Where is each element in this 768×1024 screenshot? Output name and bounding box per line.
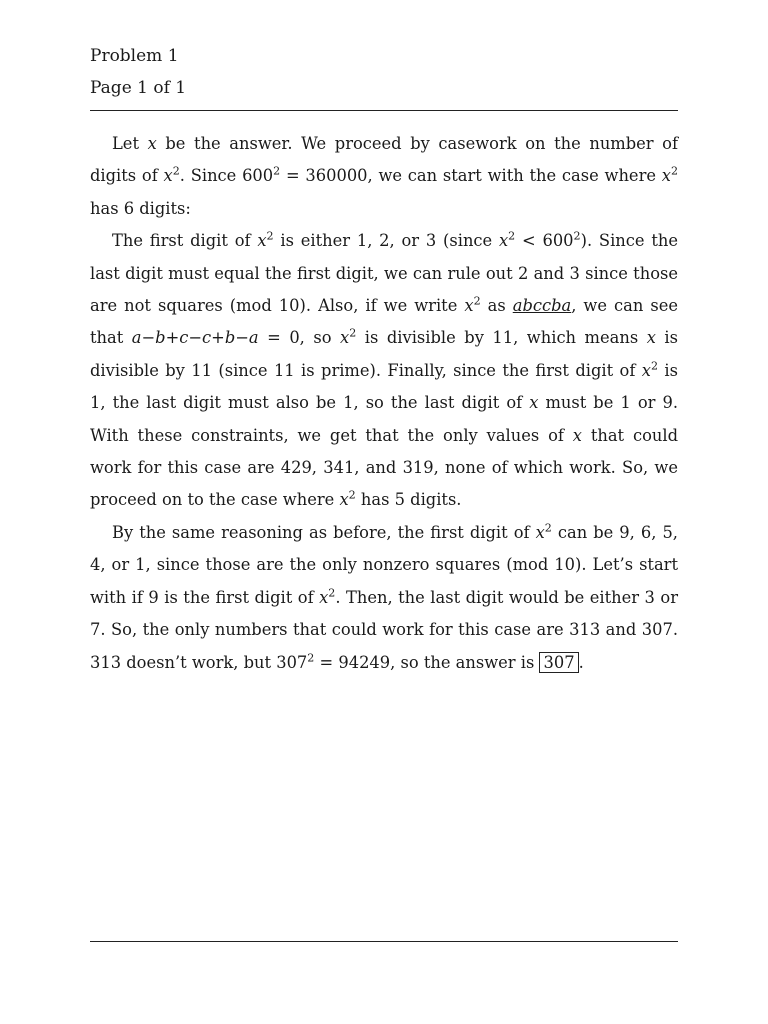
text-run: + xyxy=(165,328,180,348)
math-variable: a xyxy=(248,328,259,348)
math-variable: x xyxy=(340,328,350,348)
math-variable: b xyxy=(224,328,236,348)
paragraph xyxy=(90,128,678,225)
text-run: ). Since the last digit must equal the first digit, we can rule out 2 and 3 since those are not squares (mod 10). Also, if we write xyxy=(90,231,678,316)
text-run: as xyxy=(480,296,513,316)
paragraph xyxy=(90,225,678,517)
page-header xyxy=(90,40,186,104)
text-run: . Then, the last digit would be either 3 or 7. So, the only numbers that could work for this case are 313 and 307. 313 doesn’t work, but 307 xyxy=(90,587,678,672)
superscript: 2 xyxy=(544,521,552,535)
text-run: − xyxy=(235,328,249,348)
text-run: The first digit of xyxy=(112,231,258,251)
superscript: 2 xyxy=(266,229,274,243)
superscript: 2 xyxy=(508,229,516,243)
text-run: can be 9, 6, 5, 4, or 1, since those are the only nonzero squares (mod 10). Let’s start with if 9 is the first digit of xyxy=(90,522,678,607)
page-number: Page 1 of 1 xyxy=(90,78,187,98)
text-run: has 6 digits: xyxy=(90,198,191,218)
text-run: . xyxy=(578,652,584,672)
superscript: 2 xyxy=(650,359,659,373)
text-run: Let xyxy=(112,134,148,153)
math-variable: x xyxy=(163,166,173,186)
math-variable: x xyxy=(464,296,474,316)
math-variable: c xyxy=(179,328,189,348)
math-variable: x xyxy=(529,393,539,413)
text-run: is either 1, 2, or 3 (since xyxy=(273,231,499,251)
superscript: 2 xyxy=(328,586,336,600)
text-run: that could work for this case are 429, 341, and 319, none of which work. So, we proceed on to the case where xyxy=(90,425,678,510)
text-run: is divisible by 11 (since 11 is prime). Finally, since the first digit of xyxy=(90,328,678,380)
solution-text xyxy=(90,128,678,679)
text-run: = 360000, we can start with the case where xyxy=(280,166,662,186)
math-variable: c xyxy=(202,328,212,348)
text-run: By the same reasoning as before, the first digit of xyxy=(112,522,536,542)
superscript: 2 xyxy=(473,294,481,308)
math-variable: x xyxy=(661,166,671,186)
header-divider xyxy=(90,110,678,111)
superscript: 2 xyxy=(573,229,581,243)
text-run: is 1, the last digit must also be 1, so the last digit of xyxy=(90,360,678,413)
text-run: = 0, so xyxy=(258,328,341,348)
text-run: = 94249, so the answer is xyxy=(314,652,540,672)
text-run: must be 1 or 9. With these constraints, we get that the only values of xyxy=(90,393,678,445)
text-run: + xyxy=(211,328,225,348)
superscript: 2 xyxy=(348,489,356,503)
math-variable: x xyxy=(535,522,545,542)
text-run: is divisible by 11, which means xyxy=(356,328,647,348)
superscript: 2 xyxy=(307,651,315,665)
math-variable: x xyxy=(339,490,349,510)
text-run: has 5 digits. xyxy=(355,490,462,510)
superscript: 2 xyxy=(349,327,357,341)
paragraph xyxy=(90,517,678,679)
problem-label: Problem 1 xyxy=(90,46,179,66)
text-run: . Since 600 xyxy=(179,166,274,186)
superscript: 2 xyxy=(273,164,281,178)
math-variable: abccba xyxy=(512,296,572,316)
text-run: < 600 xyxy=(515,231,574,251)
superscript: 2 xyxy=(172,164,180,178)
superscript: 2 xyxy=(670,164,679,178)
text-run: − xyxy=(141,328,156,348)
math-variable: a xyxy=(131,328,142,348)
text-run: , we can see that xyxy=(90,296,678,348)
text-run: be the answer. We proceed by casework on the number of digits of xyxy=(90,134,679,186)
math-variable: x xyxy=(147,134,157,153)
math-variable: x xyxy=(319,587,329,607)
math-variable: x xyxy=(646,328,656,348)
math-variable: x xyxy=(257,231,267,251)
math-variable: x xyxy=(641,360,651,380)
math-variable: x xyxy=(572,425,582,445)
boxed-answer: 307 xyxy=(539,652,578,673)
footer-divider xyxy=(90,941,678,942)
text-run: − xyxy=(188,328,203,348)
math-variable: b xyxy=(155,328,166,348)
math-variable: x xyxy=(498,231,509,251)
